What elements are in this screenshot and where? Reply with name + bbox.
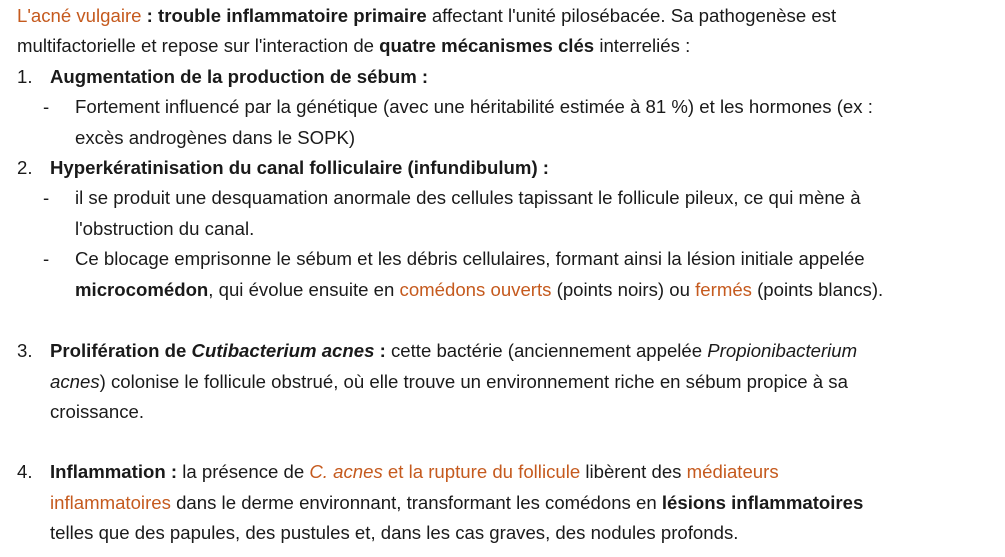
item-1-title-text: Augmentation de la production de sébum : bbox=[50, 66, 429, 87]
item-4-line-3: telles que des papules, des pustules et, dans les cas graves, des nodules profonds. bbox=[50, 522, 739, 543]
acnes-term: acnes bbox=[50, 371, 100, 392]
item-4-text-2: libèrent des bbox=[580, 461, 687, 482]
intro-line-1 bbox=[17, 5, 836, 27]
rupture-term: et la rupture du follicule bbox=[382, 461, 581, 482]
intro-text: affectant l'unité pilosébacée. Sa pathogenèse est bbox=[426, 5, 837, 26]
inflammatoires-term: inflammatoires bbox=[50, 492, 171, 513]
item-2-title-text: Hyperkératinisation du canal folliculaire (infundibulum) : bbox=[50, 157, 549, 178]
propionibacterium-term: Propionibacterium bbox=[707, 340, 858, 361]
item-1-title bbox=[50, 66, 428, 88]
item-3-line-1 bbox=[50, 340, 857, 362]
item-3-title-start: Prolifération de bbox=[50, 340, 192, 361]
item-2-number: 2. bbox=[17, 157, 33, 178]
item-1-bullet-1-line-2: excès androgènes dans le SOPK) bbox=[75, 127, 356, 148]
cutibacterium-term: Cutibacterium acnes bbox=[191, 340, 375, 361]
item-2-text-mid: , qui évolue ensuite en bbox=[208, 279, 400, 300]
intro-colon: : bbox=[141, 5, 159, 26]
mediateurs-term: médiateurs bbox=[686, 461, 779, 482]
item-2-text-mid-2: (points noirs) ou bbox=[551, 279, 696, 300]
intro-strong: trouble inflammatoire primaire bbox=[158, 5, 427, 26]
item-3-text-2: ) colonise le follicule obstrué, où elle trouve un environnement riche en sébum propice à sa bbox=[99, 371, 848, 392]
item-4-text-3: dans le derme environnant, transformant les comédons en bbox=[170, 492, 662, 513]
item-2-bullet-1-line-1: il se produit une desquamation anormale des cellules tapissant le follicule pileux, ce qui mène à bbox=[75, 187, 861, 208]
item-1-bullet: - bbox=[43, 96, 50, 117]
item-3-line-2 bbox=[50, 371, 848, 393]
comedons-ouverts-term: comédons ouverts bbox=[399, 279, 552, 300]
item-4-text-1: la présence de bbox=[177, 461, 310, 482]
c-acnes-term: C. acnes bbox=[309, 461, 383, 482]
intro-text-2: multifactorielle et repose sur l'interaction de bbox=[17, 35, 380, 56]
item-2-bullet-2-line-1: Ce blocage emprisonne le sébum et les débris cellulaires, formant ainsi la lésion initiale appelée bbox=[75, 248, 865, 269]
item-4-line-2 bbox=[50, 492, 863, 514]
item-2-title bbox=[50, 157, 549, 179]
item-4-line-1 bbox=[50, 461, 779, 483]
item-1-number: 1. bbox=[17, 66, 33, 87]
item-2-text-end: (points blancs). bbox=[751, 279, 884, 300]
fermes-term: fermés bbox=[695, 279, 752, 300]
item-3-title-end: : bbox=[374, 340, 386, 361]
item-1-bullet-1-line-1: Fortement influencé par la génétique (avec une héritabilité estimée à 81 %) et les hormones (ex : bbox=[75, 96, 873, 117]
item-2-bullet-1: - bbox=[43, 187, 50, 208]
intro-term: L'acné vulgaire bbox=[17, 5, 142, 26]
lesions-inflammatoires-term: lésions inflammatoires bbox=[661, 492, 864, 513]
item-4-number: 4. bbox=[17, 461, 33, 482]
item-2-bullet-2-line-2 bbox=[75, 279, 883, 301]
item-2-bullet-1-line-2: l'obstruction du canal. bbox=[75, 218, 255, 239]
item-4-title: Inflammation : bbox=[50, 461, 178, 482]
intro-line-2 bbox=[17, 35, 690, 57]
intro-strong-2: quatre mécanismes clés bbox=[379, 35, 595, 56]
microcomedon-term: microcomédon bbox=[75, 279, 209, 300]
item-3-line-3: croissance. bbox=[50, 401, 145, 422]
intro-text-3: interreliés : bbox=[594, 35, 691, 56]
item-3-text-1: cette bactérie (anciennement appelée bbox=[385, 340, 708, 361]
item-3-number: 3. bbox=[17, 340, 33, 361]
item-2-bullet-2: - bbox=[43, 248, 50, 269]
